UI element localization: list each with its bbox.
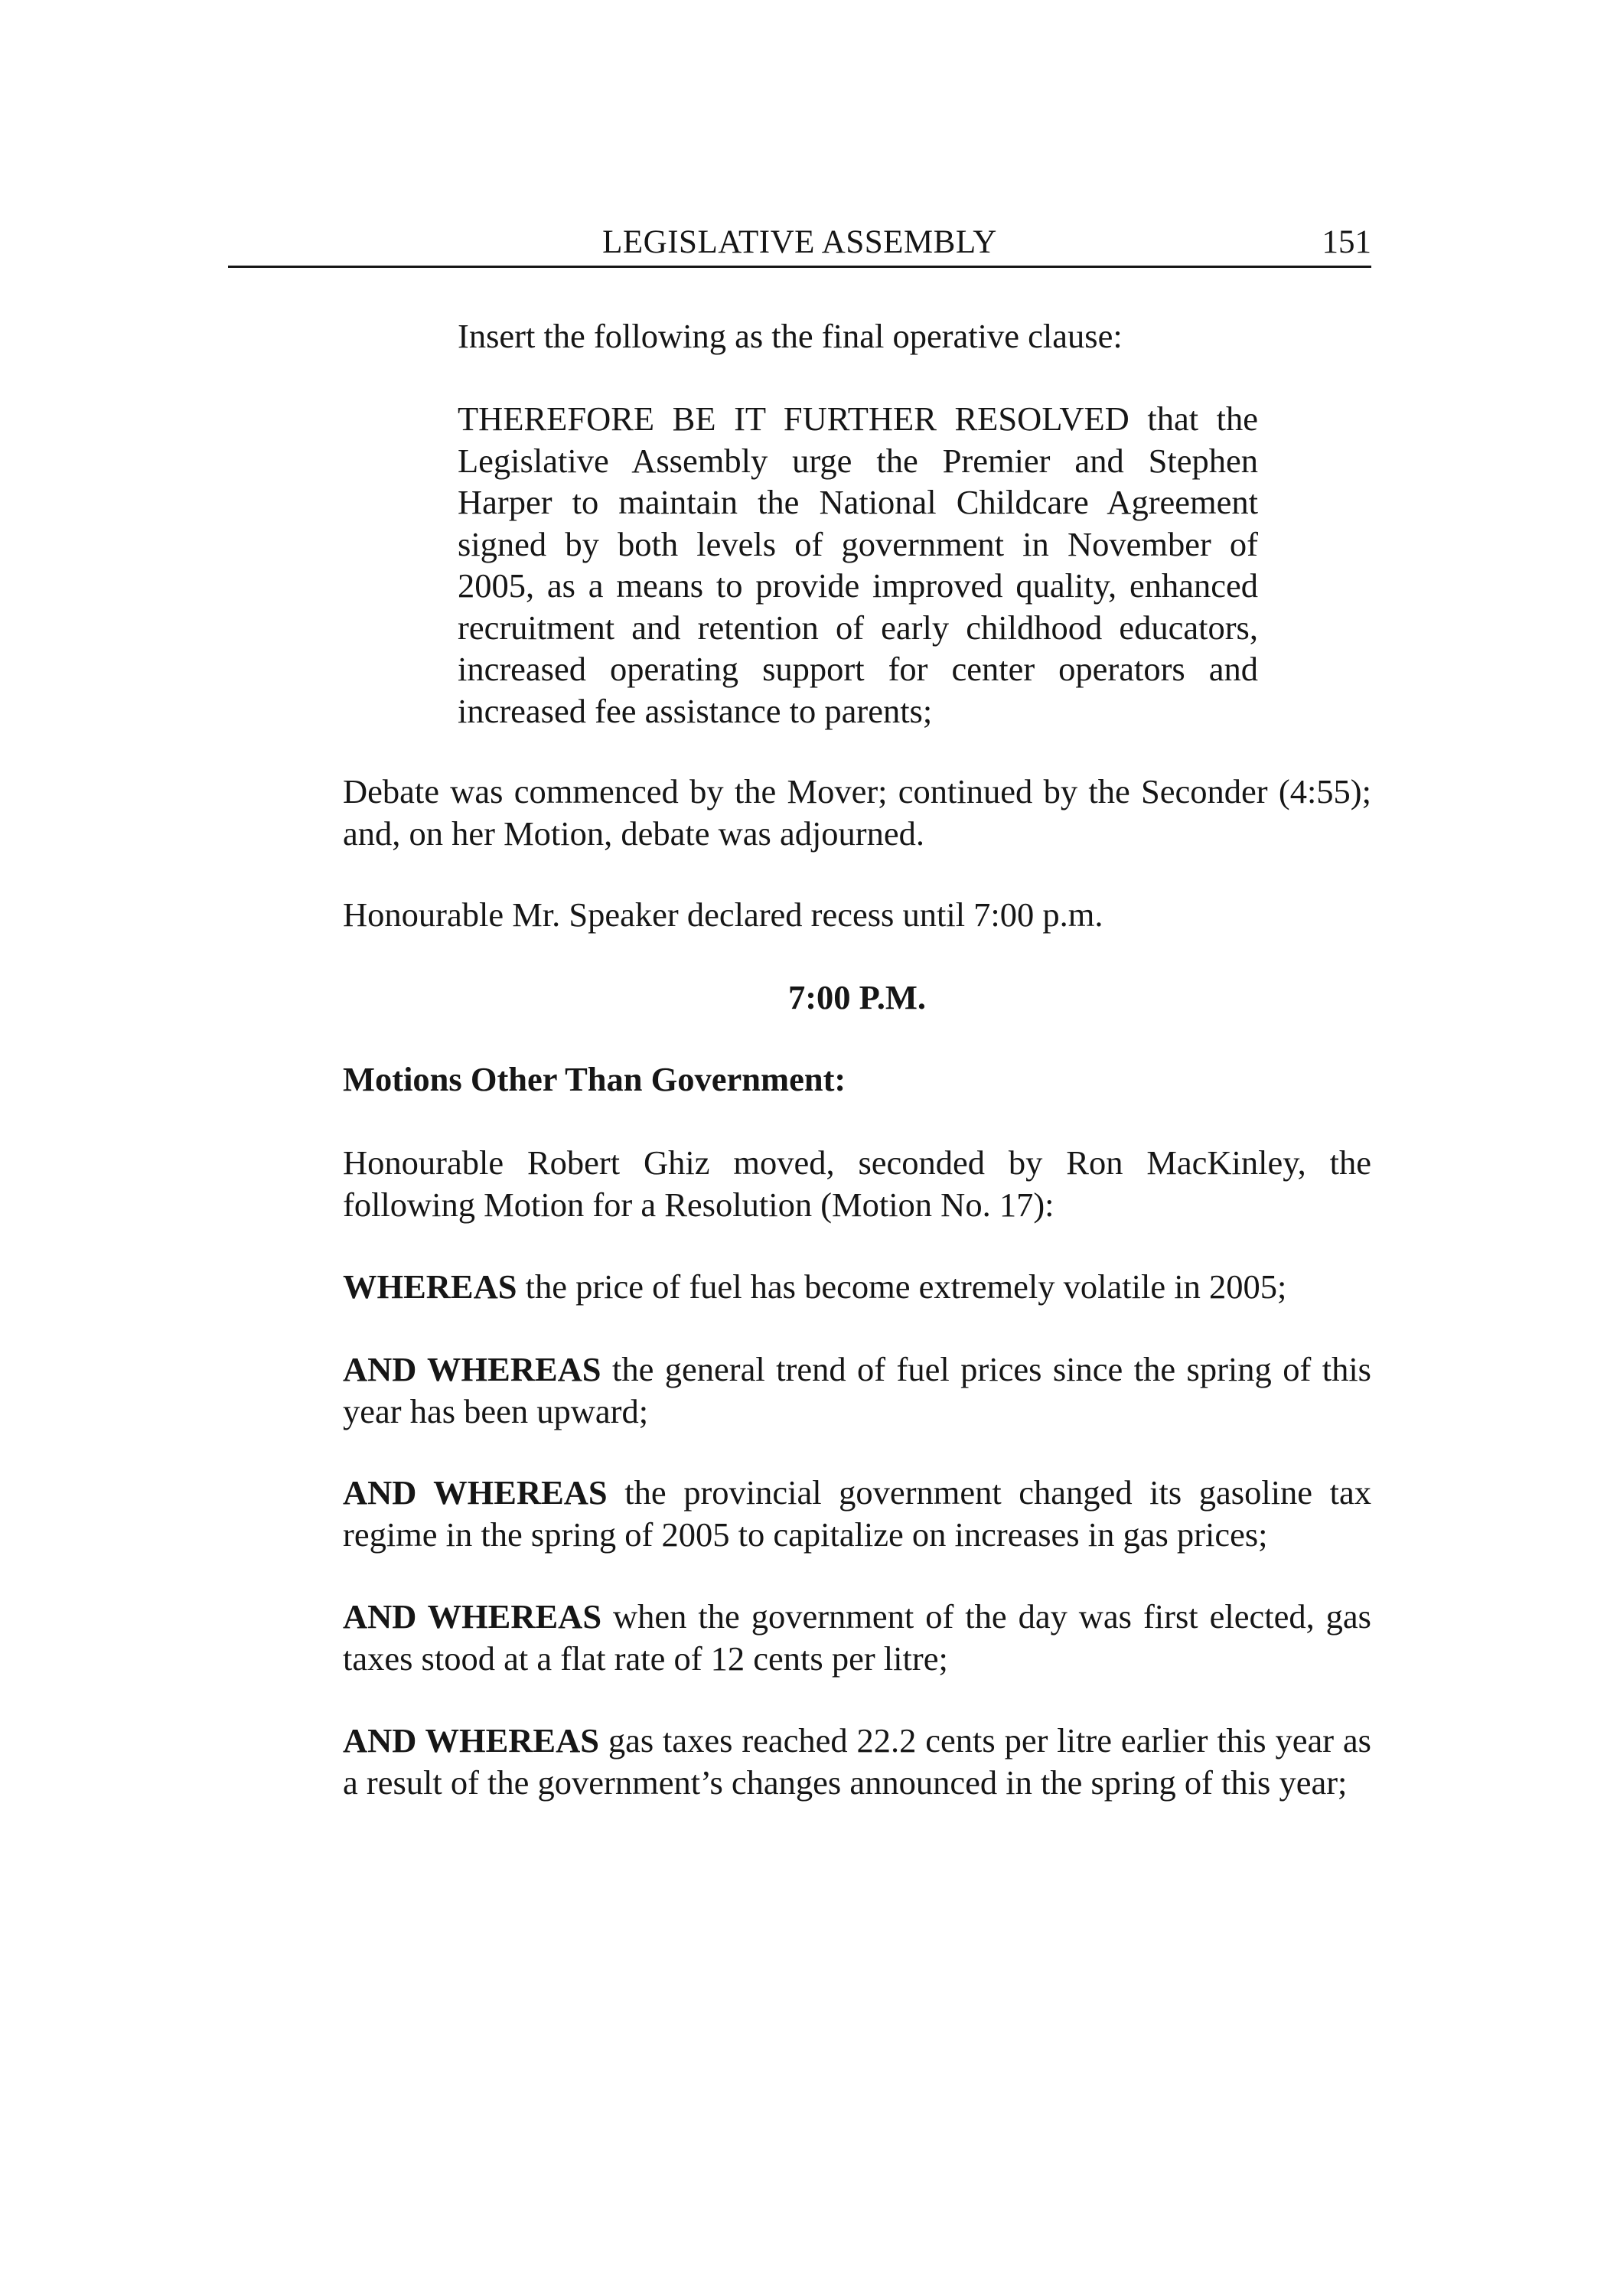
whereas-keyword: AND WHEREAS: [343, 1597, 602, 1636]
motion-intro: Honourable Robert Ghiz moved, seconded by Ron MacKinley, the following Motion for a Resolution (Motion No. 17):: [343, 1143, 1371, 1224]
time-heading: 7:00 P.M.: [787, 978, 927, 1016]
whereas-text: the general trend of fuel prices since the spring of this year has been upward;: [343, 1350, 1371, 1430]
page-header: [228, 223, 1371, 266]
header-rule: [228, 266, 1371, 268]
whereas-keyword: AND WHEREAS: [343, 1350, 601, 1388]
whereas-keyword: AND WHEREAS: [343, 1721, 599, 1760]
whereas-keyword: AND WHEREAS: [343, 1473, 608, 1512]
whereas-text: gas taxes reached 22.2 cents per litre earlier this year as a result of the government’s changes announced in the spring of this year;: [343, 1721, 1371, 1802]
amendment-clause: THEREFORE BE IT FURTHER RESOLVED that the Legislative Assembly urge the Premier and Stephen Harper to maintain the National Childcare Agreement signed by both levels of government in November of 2005, as a means to provide improved quality, enhanced recruitment and retention of early childhood educators, increased operating support for center operators and increased fee assistance to parents;: [458, 400, 1258, 730]
running-title: LEGISLATIVE ASSEMBLY: [602, 224, 997, 260]
whereas-text: the provincial government changed its gasoline tax regime in the spring of 2005 to capitalize on increases in gas prices;: [343, 1473, 1371, 1554]
whereas-text: when the government of the day was first elected, gas taxes stood at a flat rate of 12 cents per litre;: [343, 1597, 1371, 1678]
section-heading: Motions Other Than Government:: [343, 1060, 846, 1098]
whereas-clause: [343, 1472, 1371, 1555]
amendment-intro: Insert the following as the final operative clause:: [458, 317, 1123, 355]
whereas-clause: [343, 1266, 1371, 1308]
recess-paragraph: Honourable Mr. Speaker declared recess until 7:00 p.m.: [343, 895, 1103, 934]
whereas-text: the price of fuel has become extremely volatile in 2005;: [517, 1267, 1287, 1306]
whereas-keyword: WHEREAS: [343, 1267, 517, 1306]
debate-paragraph: Debate was commenced by the Mover; continued by the Seconder (4:55); and, on her Motion, debate was adjourned.: [343, 772, 1371, 853]
whereas-clause: [343, 1596, 1371, 1679]
whereas-clause: [343, 1720, 1371, 1803]
whereas-clause: [343, 1349, 1371, 1432]
page-number: 151: [1322, 224, 1371, 260]
